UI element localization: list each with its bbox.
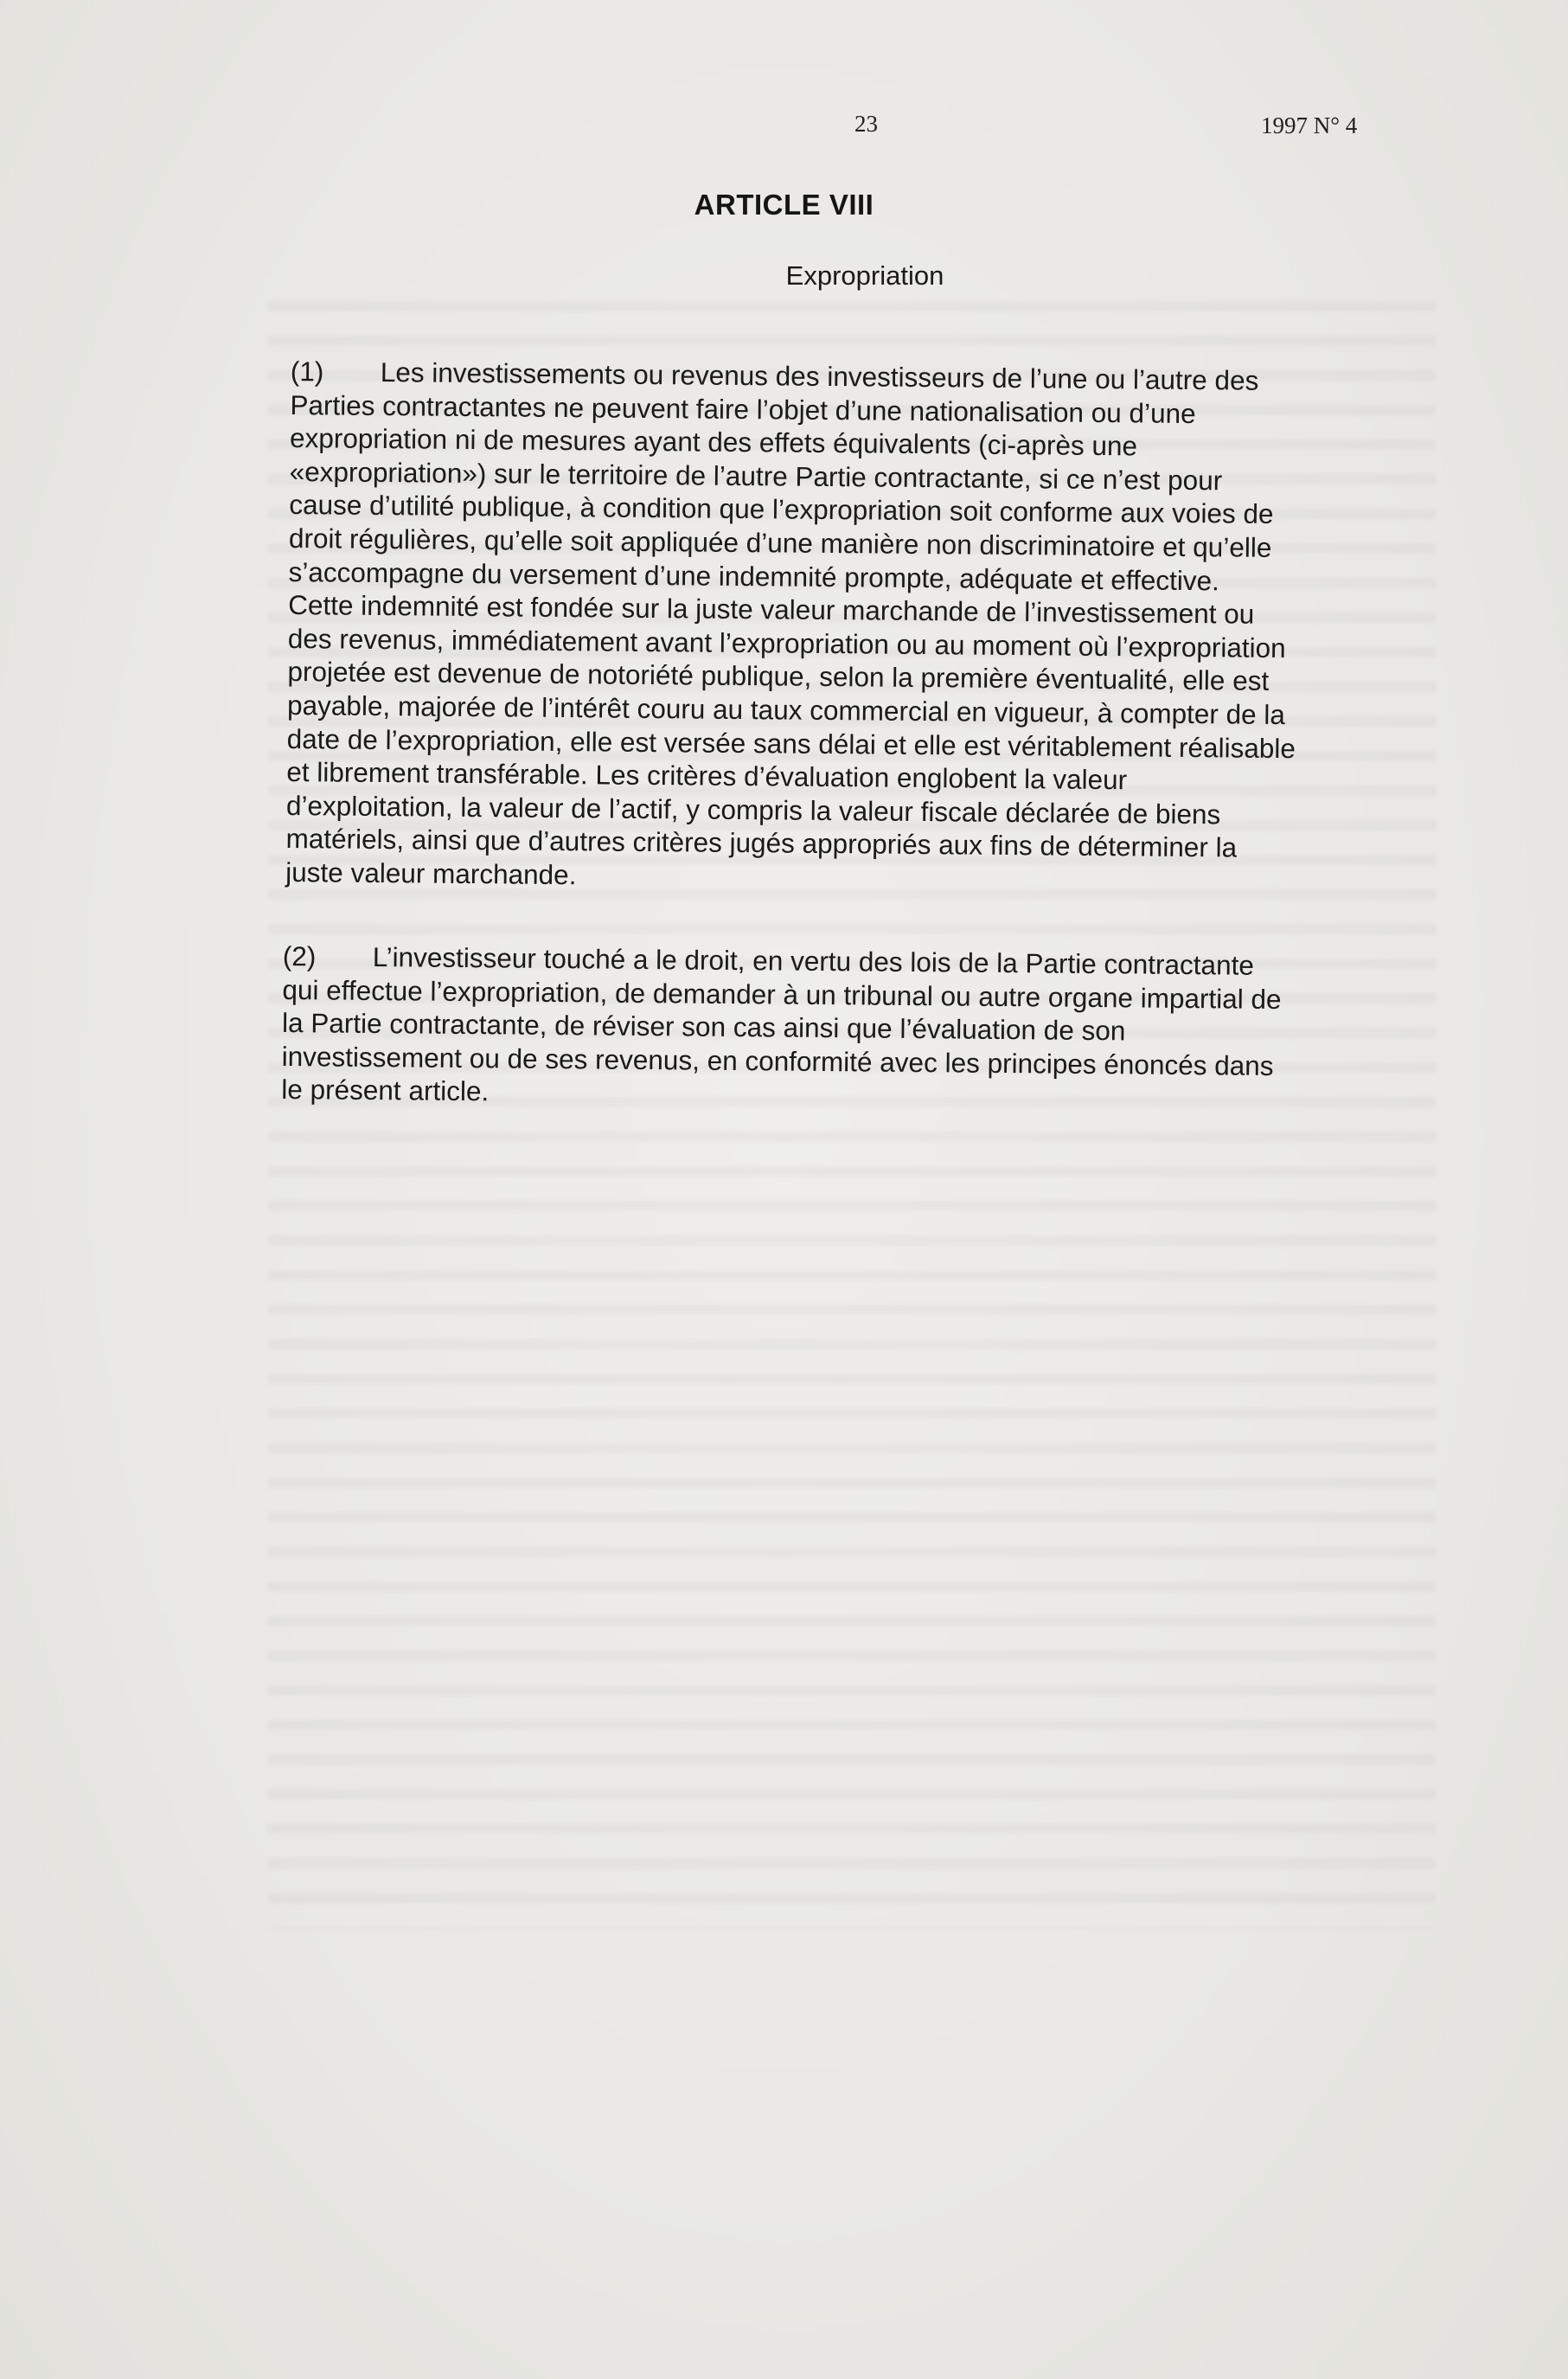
paragraph-line: la Partie contractante, de réviser son cas ainsi que l’évaluation de son [281, 1007, 1126, 1047]
paragraph-2 [281, 939, 1442, 1118]
line-text: Les investissements ou revenus des investisseurs de l’une ou l’autre des [380, 356, 1259, 396]
paragraph-line: investissement ou de ses revenus, en conformité avec les principes énoncés dans [281, 1040, 1274, 1081]
paragraph-line: cause d’utilité publique, à condition que l’expropriation soit conforme aux voies de [289, 489, 1274, 530]
paragraph-line: payable, majorée de l’intérêt couru au taux commercial en vigueur, à compter de la [286, 689, 1286, 730]
paragraph-line: Cette indemnité est fondée sur la juste valeur marchande de l’investissement ou [288, 589, 1255, 630]
paragraph-line: «expropriation») sur le territoire de l’autre Partie contractante, si ce n’est pour [289, 455, 1223, 497]
paragraph-line: juste valeur marchande. [285, 856, 577, 891]
paragraph-line: des revenus, immédiatement avant l’expropriation ou au moment où l’expropriation [287, 622, 1286, 664]
paragraph-1 [285, 355, 1441, 900]
article-subheading: Expropriation [785, 260, 944, 291]
paragraph-line: date de l’expropriation, elle est versée sans délai et elle est véritablement réalisable [286, 722, 1296, 764]
paragraph-line: qui effectue l’expropriation, de demander à un tribunal ou autre organe impartial de [282, 973, 1282, 1015]
paragraph-line: matériels, ainsi que d’autres critères jugés appropriés aux fins de déterminer la [285, 823, 1238, 863]
paragraph-line: s’accompagne du versement d’une indemnité prompte, adéquate et effective. [288, 555, 1220, 596]
journal-reference: 1997 N° 4 [1261, 112, 1358, 138]
page-number: 23 [854, 111, 878, 137]
paragraph-line: projetée est devenue de notoriété publique, selon la première éventualité, elle est [287, 656, 1270, 697]
paragraph-number: (1) [290, 355, 324, 388]
paragraph-line: droit régulières, qu’elle soit appliquée d’une manière non discriminatoire et qu’elle [288, 522, 1272, 563]
line-text: L’investisseur touché a le droit, en vertu des lois de la Partie contractante [372, 940, 1255, 981]
paragraph-line: expropriation ni de mesures ayant des effets équivalents (ci-après une [289, 422, 1138, 462]
paragraph-line: le présent article. [281, 1074, 490, 1107]
paragraph-line: d’exploitation, la valeur de l’actif, y compris la valeur fiscale déclarée de biens [285, 789, 1221, 830]
paragraph-line: et librement transférable. Les critères d’évaluation englobent la valeur [286, 756, 1128, 796]
article-heading: ARTICLE VIII [694, 189, 874, 221]
paragraph-number: (2) [282, 940, 317, 972]
paragraph-line: Parties contractantes ne peuvent faire l’objet d’une nationalisation ou d’une [290, 388, 1196, 429]
